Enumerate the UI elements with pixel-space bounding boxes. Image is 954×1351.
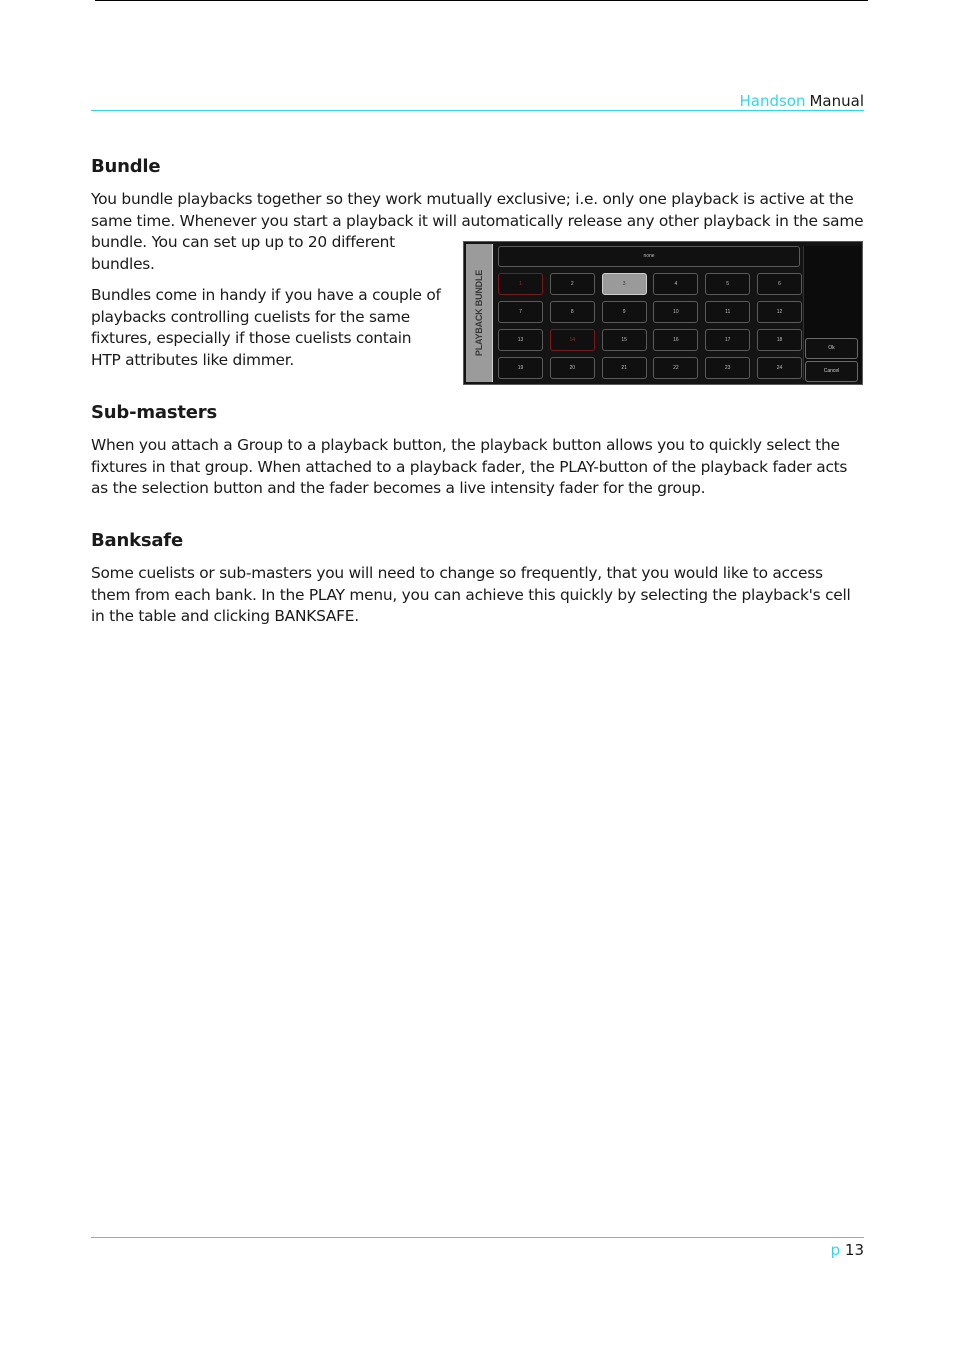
- bundle-cell-19[interactable]: 19: [498, 357, 543, 379]
- bundle-cell-23[interactable]: 23: [705, 357, 750, 379]
- bundle-cell-8[interactable]: 8: [550, 301, 595, 323]
- playback-bundle-side-tab: [466, 244, 493, 382]
- bundle-cell-6[interactable]: 6: [757, 273, 802, 295]
- bundle-cell-24[interactable]: 24: [757, 357, 802, 379]
- side-tab-label: PLAYBACK BUNDLE: [474, 269, 484, 357]
- bundle-cell-9[interactable]: 9: [602, 301, 647, 323]
- bundle-paragraph-1-end: bundle. You can set up up to 20 different bundles.: [91, 233, 395, 273]
- bundle-name-field[interactable]: none: [498, 246, 800, 267]
- submasters-heading: Sub-masters: [91, 402, 217, 423]
- footer-rule: [91, 1237, 864, 1238]
- bundle-cell-7[interactable]: 7: [498, 301, 543, 323]
- bundle-cell-22[interactable]: 22: [653, 357, 698, 379]
- bundle-paragraph-1: You bundle playbacks together so they work mutually exclusive; i.e. only one playback is active at the same time. Whenever you start a playback it will automatically release any other playback in the same: [91, 190, 864, 230]
- bundle-cell-21[interactable]: 21: [602, 357, 647, 379]
- bundle-cell-17[interactable]: 17: [705, 329, 750, 351]
- bundle-cell-13[interactable]: 13: [498, 329, 543, 351]
- page-number: 13: [844, 1241, 864, 1259]
- banksafe-paragraph: Some cuelists or sub-masters you will need to change so frequently, that you would like to access them from each bank. In the PLAY menu, you can achieve this quickly by selecting the playback's cell in the table and clicking BANKSAFE.: [91, 564, 851, 626]
- bundle-cell-14[interactable]: 14: [550, 329, 595, 351]
- bundle-heading: Bundle: [91, 156, 161, 177]
- bundle-cell-12[interactable]: 12: [757, 301, 802, 323]
- page-footer: [91, 1241, 864, 1259]
- bundle-cell-4[interactable]: 4: [653, 273, 698, 295]
- bundle-cell-5[interactable]: 5: [705, 273, 750, 295]
- page-prefix: p: [830, 1241, 841, 1259]
- ok-button[interactable]: Ok: [805, 338, 858, 359]
- bundle-cell-11[interactable]: 11: [705, 301, 750, 323]
- bundle-cell-20[interactable]: 20: [550, 357, 595, 379]
- header-title: Manual: [809, 92, 864, 110]
- right-panel: [803, 246, 861, 380]
- bundle-cell-16[interactable]: 16: [653, 329, 698, 351]
- bundle-cell-1[interactable]: 1: [498, 273, 543, 295]
- bundle-cell-3[interactable]: 3: [602, 273, 647, 295]
- top-rule: [95, 0, 868, 1]
- bundle-cell-2[interactable]: 2: [550, 273, 595, 295]
- cancel-button[interactable]: Cancel: [805, 361, 858, 382]
- banksafe-heading: Banksafe: [91, 530, 183, 551]
- submasters-paragraph: When you attach a Group to a playback button, the playback button allows you to quickly select the fixtures in that group. When attached to a playback fader, the PLAY-button of the playback fader acts as the selection button and the fader becomes a live intensity fader for the group.: [91, 436, 848, 498]
- header-brand: Handson: [739, 92, 806, 110]
- bundle-paragraph-2: Bundles come in handy if you have a couple of playbacks controlling cuelists for the same fixtures, especially if those cuelists contain HTP attributes like dimmer.: [91, 286, 441, 369]
- header-rule: [91, 110, 864, 111]
- bundle-cell-15[interactable]: 15: [602, 329, 647, 351]
- playback-bundle-screenshot: [463, 241, 863, 385]
- bundle-cell-18[interactable]: 18: [757, 329, 802, 351]
- bundle-cell-10[interactable]: 10: [653, 301, 698, 323]
- running-header: [91, 92, 864, 110]
